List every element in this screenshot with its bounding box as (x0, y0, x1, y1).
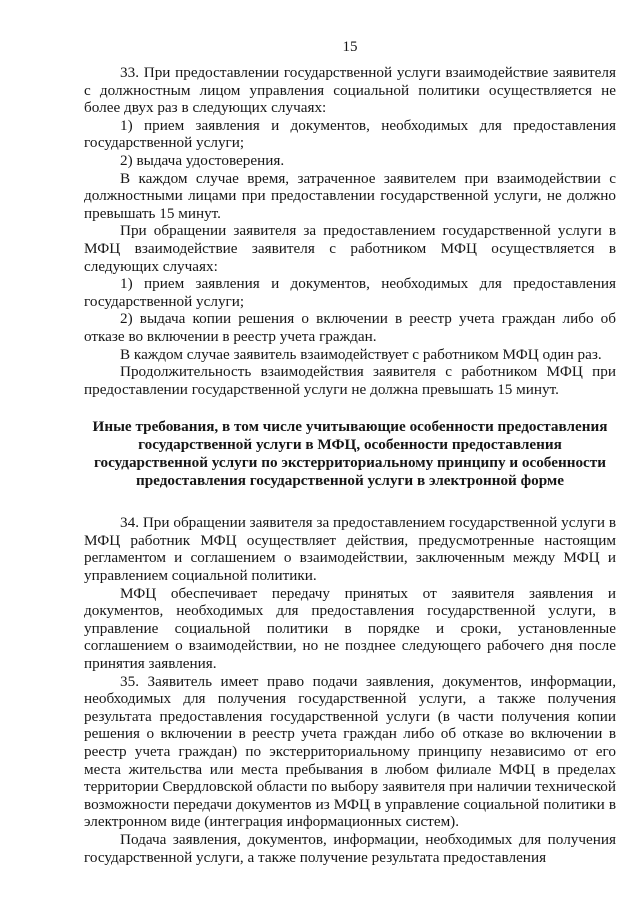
paragraph: 35. Заявитель имеет право подачи заявления, документов, информации, необходимых для получения государственной услуги, а также получения результата предоставления государственной услуги (в части получения копии решения о включении в реестр учета граждан либо об отказе во включении в реестр учета граждан) по экстерриториальному принципу независимо от его места жительства или места пребывания в любом филиале МФЦ в пределах территории Свердловской области по выбору заявителя при наличии технической возможности передачи документов из МФЦ в управление социальной политики в электронном виде (интеграция информационных систем). (84, 672, 616, 831)
paragraph: 2) выдача удостоверения. (120, 151, 285, 169)
paragraph: 1) прием заявления и документов, необходимых для предоставления государственной услуги; (84, 275, 616, 310)
document-page (84, 38, 616, 866)
paragraph: В каждом случае заявитель взаимодействует с работником МФЦ один раз. (120, 345, 602, 363)
paragraph: 1) прием заявления и документов, необходимых для предоставления государственной услуги; (84, 116, 616, 152)
paragraph: 33. При предоставлении государственной услуги взаимодействие заявителя с должностным лицом управления социальной политики осуществляется не более двух раз в следующих случаях: (84, 64, 616, 117)
paragraph: 34. При обращении заявителя за предоставлением государственной услуги в МФЦ работник МФЦ осуществляет действия, предусмотренные настоящим регламентом и соглашением о взаимодействии, заключенным между МФЦ и управлением социальной политики. (84, 514, 616, 585)
page-number: 15 (342, 39, 358, 55)
paragraph: 2) выдача копии решения о включении в реестр учета граждан либо об отказе во включении в реестр учета граждан. (84, 310, 616, 345)
paragraph: При обращении заявителя за предоставлением государственной услуги в МФЦ взаимодействие заявителя с работником МФЦ осуществляется в следующих случаях: (84, 222, 616, 275)
paragraph: В каждом случае время, затраченное заявителем при взаимодействии с должностными лицами при предоставлении государственной услуги, не должно превышать 15 минут. (84, 169, 616, 222)
paragraph: Подача заявления, документов, информации, необходимых для получения государственной услуги, а также получение результата предоставления (84, 830, 616, 866)
paragraph: Продолжительность взаимодействия заявителя с работником МФЦ при предоставлении государственной услуги не должна превышать 15 минут. (84, 363, 616, 398)
section-34-35 (84, 514, 616, 866)
paragraph: МФЦ обеспечивает передачу принятых от заявителя заявления и документов, необходимых для предоставления государственной услуги, в управление социальной политики в порядке и сроки, установленные соглашением о взаимодействии, но не позднее следующего рабочего дня после принятия заявления. (84, 584, 616, 673)
section-33 (84, 64, 616, 398)
section-heading: Иные требования, в том числе учитывающие особенности предоставления государственной услуги в МФЦ, особенности предоставления государственной услуги по экстерриториальному принципу и особенности предоставления государственной услуги в электронной форме (92, 418, 608, 490)
